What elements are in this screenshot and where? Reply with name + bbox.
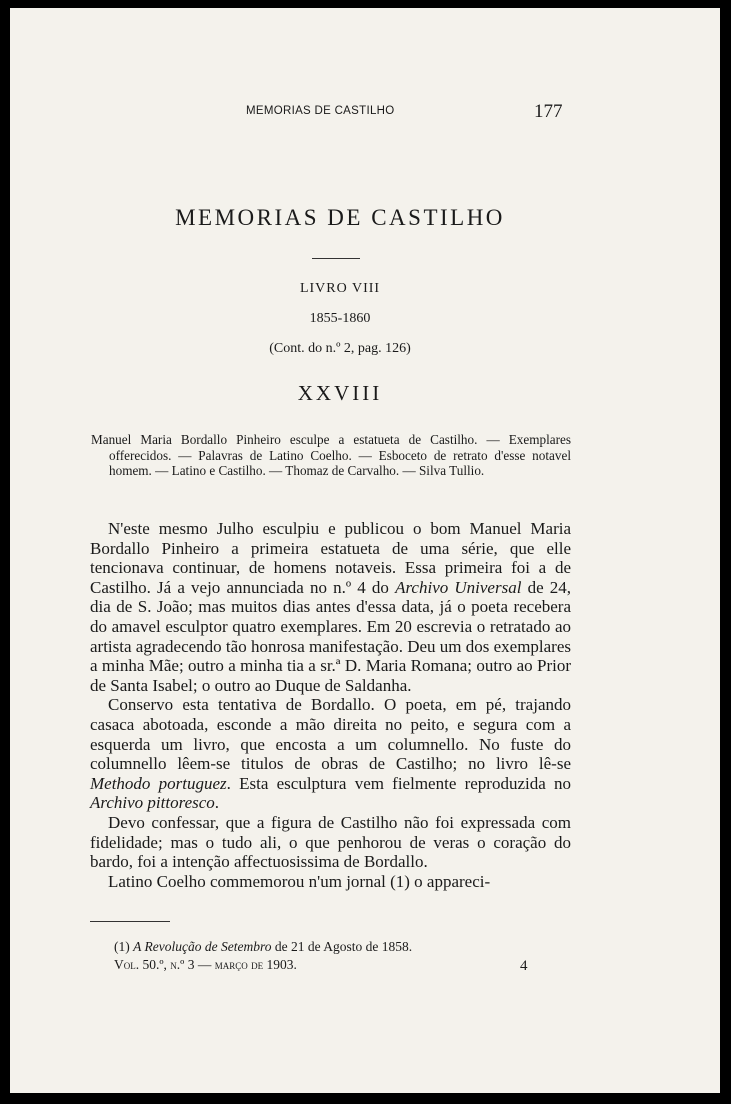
continuation-note: (Cont. do n.º 2, pag. 126)	[269, 341, 411, 356]
footnote-rest: de 21 de Agosto de 1858.	[271, 939, 413, 954]
page-number: 177	[534, 101, 563, 122]
title-rule	[312, 258, 360, 259]
chapter-main-title: MEMORIAS DE CASTILHO	[175, 205, 505, 230]
footnote-rule	[90, 921, 170, 922]
title-archivo-universal: Archivo Universal	[395, 577, 522, 597]
paragraph-2	[90, 695, 571, 813]
chapter-summary-text: Manuel Maria Bordallo Pinheiro esculpe a estatueta de Castilho. — Exemplares offerecidos. — Palavras de Latino Coelho. — Esboceto de retrato d'esse notavel homem. — Latino e Castilho. — Thomaz de Carvalho. — Silva Tullio.	[91, 432, 571, 478]
paragraph-1	[90, 519, 571, 695]
footnote	[114, 939, 574, 955]
body-text	[90, 519, 571, 891]
year-range: 1855-1860	[309, 311, 371, 326]
paragraph-2-text-c: .	[214, 793, 220, 813]
paragraph-1-text-a: N'este mesmo Julho esculpiu e publicou o bom Manuel Maria Bordallo Pinheiro a primeira estatueta de uma série, que elle tencionava continuar, de homens notaveis. Essa primeira foi a de Castilho. Já a vejo annunciada no n.º 4 do	[90, 519, 571, 597]
signature-mark: 4	[520, 958, 528, 974]
paragraph-3: Devo confessar, que a figura de Castilho não foi expressada com fidelidade; mas o tudo ali, o que penhorou de veras o coração do bardo, foi a intenção affectuosissima de Bordallo.	[90, 812, 571, 872]
paragraph-1-text-b: de 24, dia de S. João; mas muitos dias antes d'essa data, já o poeta recebera do amavel esculptor quatro exemplares. Em 20 escrevia o retratado ao artista agradecendo tão honrosa manifestação. Deu um dos exemplares a minha Mãe; outro a minha tia a sr.ª D. Maria Romana; outro ao Prior de Santa Isabel; o outro ao Duque de Saldanha.	[90, 577, 572, 695]
chapter-number: XXVIII	[297, 381, 383, 405]
footnote-marker: (1)	[114, 939, 134, 954]
book-label: LIVRO VIII	[299, 281, 381, 296]
footnote-title: A Revolução de Setembro	[133, 939, 272, 954]
volume-line: Vol. 50.º, n.º 3 — março de 1903.	[114, 957, 297, 972]
running-head: MEMORIAS DE CASTILHO	[246, 105, 395, 117]
paragraph-4: Latino Coelho commemorou n'um jornal (1) o appareci-	[108, 871, 491, 891]
paragraph-2-text-b: . Esta esculptura vem fielmente reproduzida no	[226, 773, 571, 793]
title-methodo-portuguez: Methodo portuguez	[90, 773, 227, 793]
paragraph-2-text-a: Conservo esta tentativa de Bordallo. O poeta, em pé, trajando casaca abotoada, esconde a mão direita no peito, e segura com a esquerda um livro, que encosta a um columnello. No fuste do columnello lêem-se titulos de obras de Castilho; no livro lê-se	[90, 695, 571, 774]
book-page	[10, 8, 720, 1093]
chapter-summary	[91, 432, 571, 479]
title-archivo-pittoresco: Archivo pittoresco	[90, 793, 215, 813]
